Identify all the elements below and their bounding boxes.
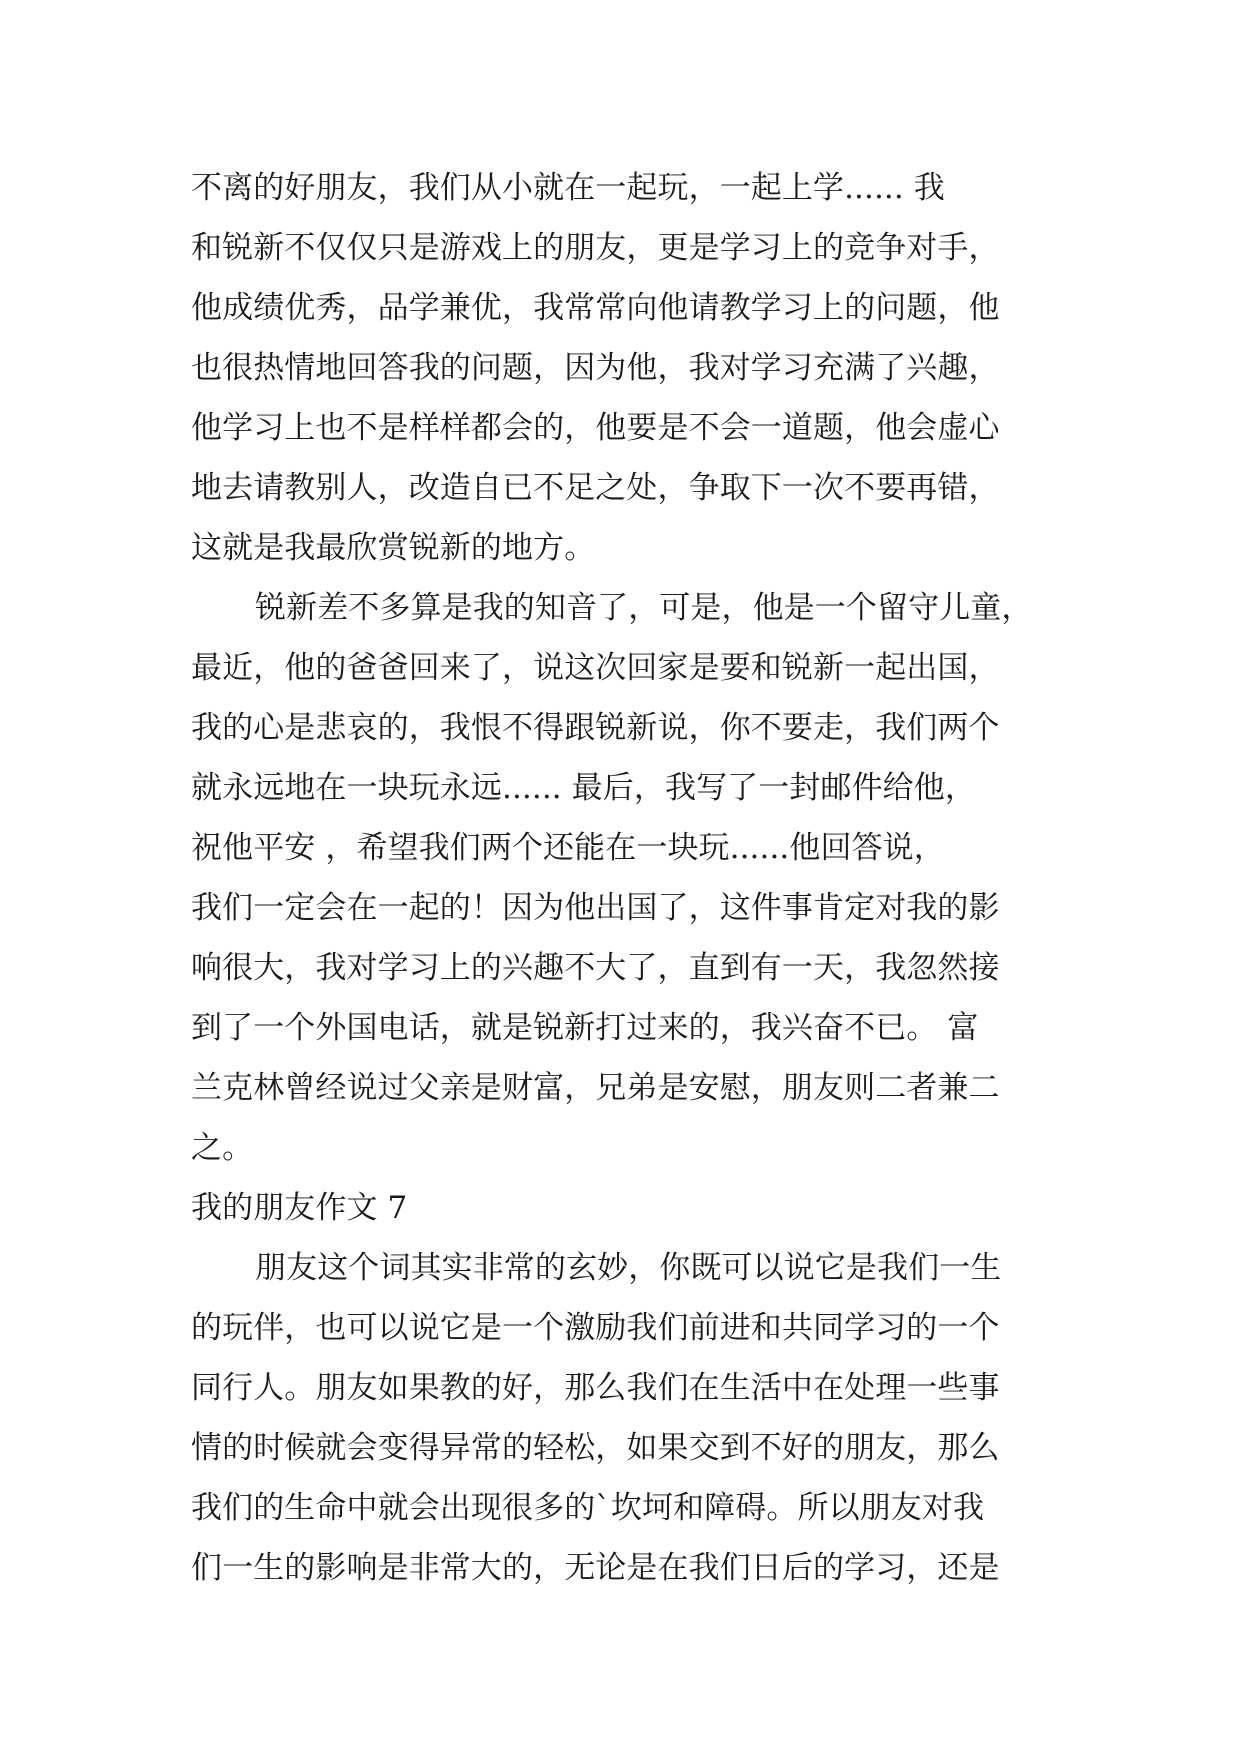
text-line: 我们一定会在一起的！因为他出国了，这件事肯定对我的影 [191,890,1000,926]
section-heading: 我的朋友作文 7 [191,1190,408,1226]
text-line: 之。 [191,1130,254,1166]
text-line: 祝他平安 ，希望我们两个还能在一块玩......他回答说， [191,830,945,866]
text-line: 兰克林曾经说过父亲是财富，兄弟是安慰，朋友则二者兼二 [191,1070,1000,1106]
text-line: 最近，他的爸爸回来了，说这次回家是要和锐新一起出国， [191,650,1000,686]
text-line: 地去请教别人，改造自已不足之处，争取下一次不要再错， [191,470,1000,506]
text-line: 就永远地在一块玩永远...... 最后，我写了一封邮件给他， [191,770,976,806]
text-line: 同行人。朋友如果教的好，那么我们在生活中在处理一些事 [191,1370,1000,1406]
text-line: 也很热情地回答我的问题，因为他，我对学习充满了兴趣， [191,350,1000,386]
text-line: 他学习上也不是样样都会的，他要是不会一道题，他会虚心 [191,410,1000,446]
text-line: 他成绩优秀，品学兼优，我常常向他请教学习上的问题，他 [191,290,1000,326]
text-line: 和锐新不仅仅只是游戏上的朋友，更是学习上的竞争对手， [191,230,1000,266]
paragraph-first-line: 锐新差不多算是我的知音了，可是，他是一个留守儿童， [255,590,1033,626]
text-line: 情的时候就会变得异常的轻松，如果交到不好的朋友，那么 [191,1430,1000,1466]
text-line: 这就是我最欣赏锐新的地方。 [191,530,596,566]
text-line: 我们的生命中就会出现很多的`坎坷和障碍。所以朋友对我 [191,1490,985,1526]
text-line: 们一生的影响是非常大的，无论是在我们日后的学习，还是 [191,1550,1000,1586]
text-line: 的玩伴，也可以说它是一个激励我们前进和共同学习的一个 [191,1310,1000,1346]
text-line: 响很大，我对学习上的兴趣不大了，直到有一天，我忽然接 [191,950,1000,986]
text-line: 到了一个外国电话，就是锐新打过来的，我兴奋不已。 富 [191,1010,979,1046]
text-line: 我的心是悲哀的，我恨不得跟锐新说，你不要走，我们两个 [191,710,1000,746]
paragraph-first-line: 朋友这个词其实非常的玄妙，你既可以说它是我们一生 [255,1250,1002,1286]
text-line: 不离的好朋友，我们从小就在一起玩，一起上学...... 我 [191,170,945,206]
